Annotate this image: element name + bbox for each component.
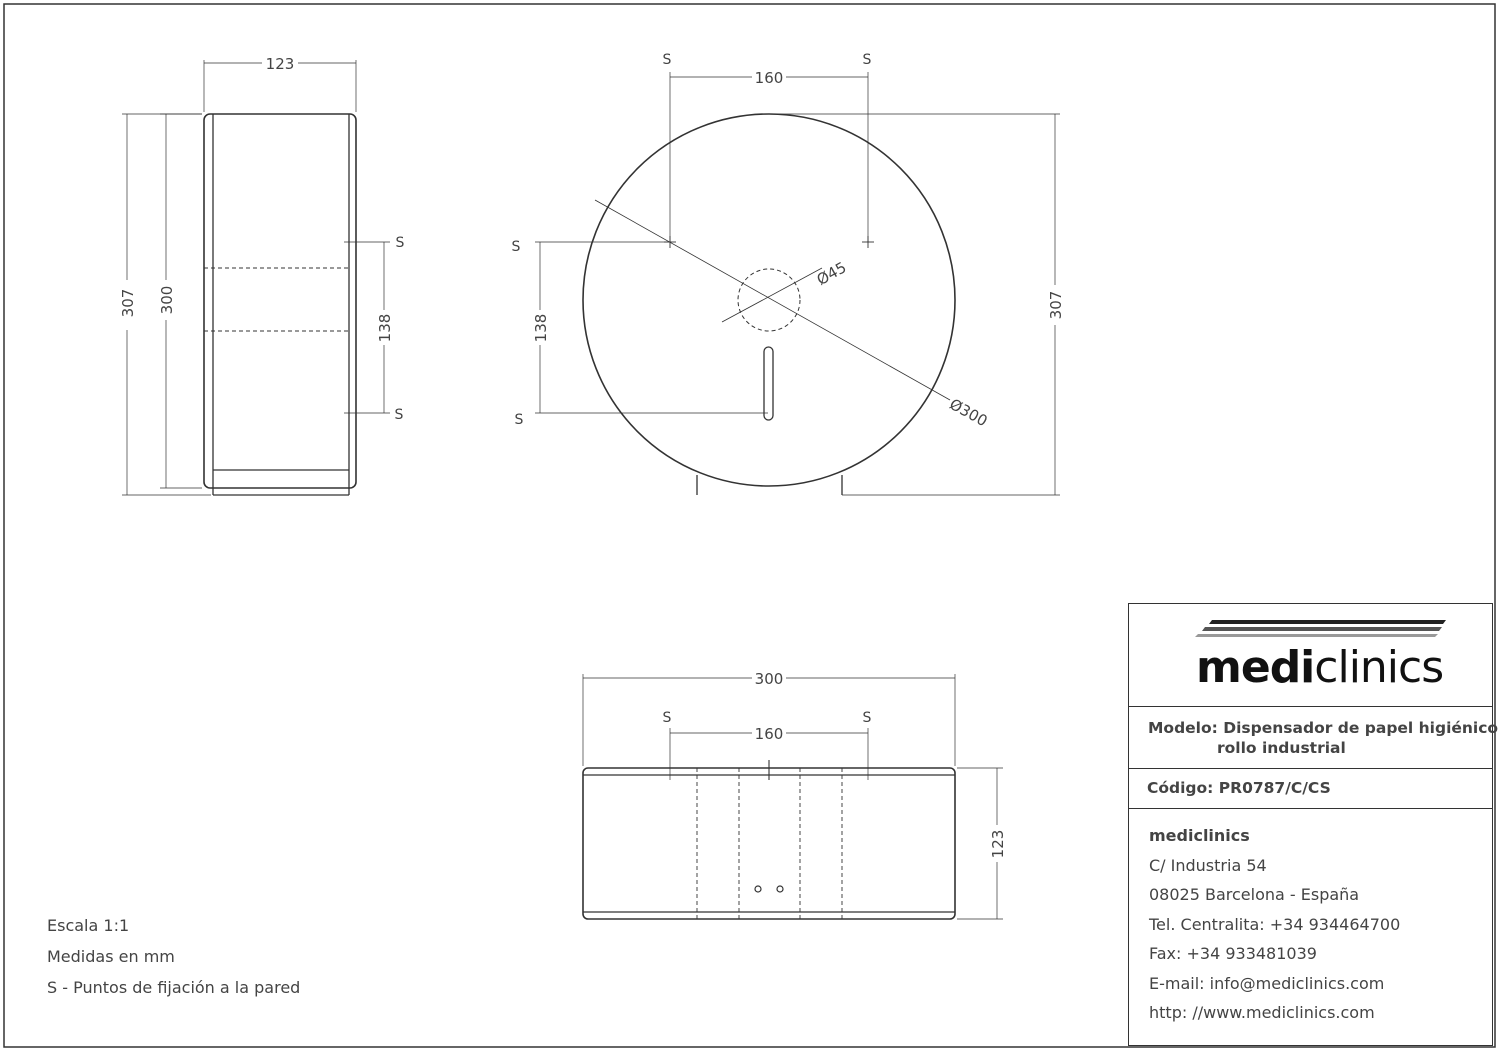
company-phone: Tel. Centralita: +34 934464700 bbox=[1149, 914, 1401, 934]
company-info bbox=[1149, 826, 1400, 1033]
company-email: E-mail: info@mediclinics.com bbox=[1149, 973, 1385, 993]
title-block bbox=[1128, 603, 1499, 1046]
side-view-outline bbox=[204, 114, 356, 488]
front-view bbox=[535, 72, 1060, 495]
company-name: mediclinics bbox=[1149, 826, 1250, 845]
top-fix-spacing-label: 160 bbox=[754, 725, 784, 743]
front-view-outline bbox=[583, 114, 955, 486]
code-cell bbox=[1129, 768, 1492, 809]
screw-hole-right bbox=[777, 886, 783, 892]
front-height-label: 307 bbox=[1047, 290, 1065, 320]
top-fix-right-label: S bbox=[862, 710, 872, 726]
paper-slot bbox=[764, 347, 773, 420]
front-fix-top-right-label: S bbox=[862, 52, 872, 68]
front-fix-top-left-label: S bbox=[662, 52, 672, 68]
side-fix-spacing-label: 138 bbox=[376, 313, 394, 343]
core-hole bbox=[738, 269, 800, 331]
front-fix-bottom-left-label: S bbox=[514, 412, 524, 428]
units-note: Medidas en mm bbox=[47, 947, 175, 966]
front-fix-mid-left-label: S bbox=[511, 239, 521, 255]
product-code: Código: PR0787/C/CS bbox=[1147, 779, 1331, 797]
side-view bbox=[122, 60, 390, 495]
hole-diameter-label: Ø45 bbox=[813, 258, 850, 289]
company-fax: Fax: +34 933481039 bbox=[1149, 944, 1317, 963]
company-address: C/ Industria 54 bbox=[1149, 855, 1267, 875]
legend-note: S - Puntos de fijación a la pared bbox=[47, 978, 301, 997]
model-cell bbox=[1129, 706, 1499, 769]
top-depth-label: 123 bbox=[989, 829, 1007, 859]
side-height-outer-label: 307 bbox=[119, 288, 137, 318]
model-line-2: rollo industrial bbox=[1217, 739, 1346, 757]
drawing-notes bbox=[47, 910, 300, 1003]
logo-bold: medi bbox=[1196, 642, 1315, 693]
company-city: 08025 Barcelona - España bbox=[1149, 885, 1360, 904]
company-logo bbox=[1196, 642, 1443, 693]
top-fix-left-label: S bbox=[662, 710, 672, 726]
screw-hole-left bbox=[755, 886, 761, 892]
company-web: http: //www.mediclinics.com bbox=[1149, 1003, 1375, 1022]
top-view-outline bbox=[583, 768, 955, 919]
logo-cell bbox=[1129, 604, 1492, 707]
outer-diameter-label: Ø300 bbox=[946, 394, 991, 431]
front-fix-spacing-label: 160 bbox=[754, 69, 784, 87]
side-fix-bottom-label: S bbox=[394, 407, 404, 423]
scale-note: Escala 1:1 bbox=[47, 916, 130, 935]
side-height-inner-label: 300 bbox=[158, 285, 176, 315]
top-view bbox=[583, 674, 1003, 919]
logo-light: clinics bbox=[1314, 642, 1444, 693]
side-fix-top-label: S bbox=[395, 235, 405, 251]
model-line-1: Modelo: Dispensador de papel higiénico bbox=[1148, 719, 1499, 737]
side-width-label: 123 bbox=[265, 55, 295, 73]
top-width-label: 300 bbox=[754, 670, 784, 688]
front-fix-vertical-label: 138 bbox=[532, 313, 550, 343]
